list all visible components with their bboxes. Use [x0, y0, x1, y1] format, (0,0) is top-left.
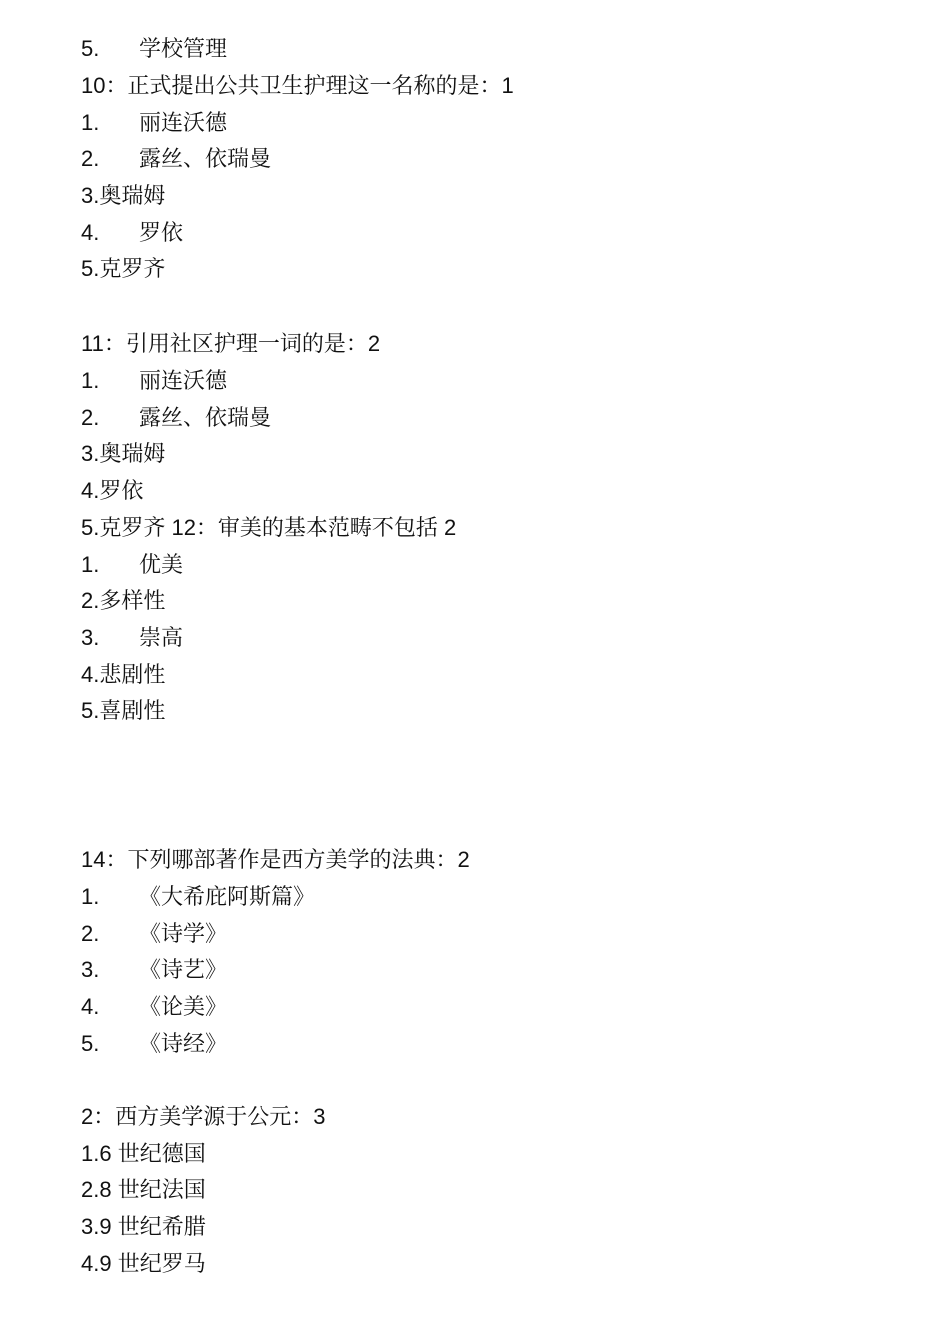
question-text: 14：下列哪部著作是西方美学的法典：2 [81, 847, 470, 872]
option-number: 5. [81, 36, 100, 61]
option-number: 1. [81, 368, 100, 393]
option-line [81, 551, 183, 579]
option-line [81, 35, 227, 63]
option-text: 丽连沃德 [139, 110, 228, 135]
option-text: 3.9 世纪希腊 [81, 1214, 206, 1239]
option-number: 2. [81, 921, 100, 946]
option-line [81, 1030, 227, 1058]
option-number: 2. [81, 146, 100, 171]
question-text: 5.克罗齐 12：审美的基本范畴不包括 2 [81, 515, 457, 540]
option-text: 《诗学》 [139, 921, 228, 946]
option-line [81, 697, 165, 725]
option-text: 《诗艺》 [139, 957, 228, 982]
option-line [81, 624, 183, 652]
option-line [81, 477, 143, 505]
option-text: 2.8 世纪法国 [81, 1177, 206, 1202]
option-number: 1. [81, 110, 100, 135]
option-text: 5.克罗齐 [81, 256, 166, 281]
question-text: 11：引用社区护理一词的是：2 [81, 331, 381, 356]
question-text: 10：正式提出公共卫生护理这一名称的是：1 [81, 73, 514, 98]
question-text: 2：西方美学源于公元：3 [81, 1104, 326, 1129]
option-text: 3.奥瑞姆 [81, 441, 166, 466]
option-line [81, 109, 227, 137]
option-line [81, 661, 165, 689]
option-line [81, 587, 165, 615]
option-text: 罗依 [139, 220, 184, 245]
option-number: 3. [81, 625, 100, 650]
option-text: 2.多样性 [81, 588, 166, 613]
option-text: 4.悲剧性 [81, 662, 166, 687]
option-line [81, 993, 227, 1021]
option-text: 4.罗依 [81, 478, 144, 503]
option-line [81, 219, 183, 247]
question-line [81, 514, 456, 542]
option-line [81, 1250, 206, 1278]
option-number: 1. [81, 552, 100, 577]
option-line [81, 1140, 206, 1168]
question-line [81, 330, 380, 358]
option-line [81, 367, 227, 395]
option-line [81, 440, 165, 468]
option-text: 1.6 世纪德国 [81, 1141, 206, 1166]
option-text: 3.奥瑞姆 [81, 183, 166, 208]
option-line [81, 920, 227, 948]
option-text: 4.9 世纪罗马 [81, 1251, 206, 1276]
option-text: 丽连沃德 [139, 368, 228, 393]
option-line [81, 1176, 206, 1204]
question-line [81, 1103, 325, 1131]
option-number: 4. [81, 994, 100, 1019]
option-number: 1. [81, 884, 100, 909]
option-number: 5. [81, 1031, 100, 1056]
option-text: 《大希庇阿斯篇》 [139, 884, 316, 909]
option-number: 3. [81, 957, 100, 982]
option-line [81, 255, 165, 283]
option-text: 《论美》 [139, 994, 228, 1019]
option-number: 4. [81, 220, 100, 245]
question-line [81, 72, 514, 100]
option-line [81, 1213, 206, 1241]
option-line [81, 404, 271, 432]
option-line [81, 145, 271, 173]
option-text: 露丝、依瑞曼 [139, 405, 272, 430]
option-text: 露丝、依瑞曼 [139, 146, 272, 171]
option-line [81, 956, 227, 984]
option-text: 崇高 [139, 625, 184, 650]
option-line [81, 883, 315, 911]
option-number: 2. [81, 405, 100, 430]
option-text: 优美 [139, 552, 184, 577]
option-text: 5.喜剧性 [81, 698, 166, 723]
option-line [81, 182, 165, 210]
question-line [81, 846, 470, 874]
option-text: 《诗经》 [139, 1031, 228, 1056]
option-text: 学校管理 [139, 36, 228, 61]
